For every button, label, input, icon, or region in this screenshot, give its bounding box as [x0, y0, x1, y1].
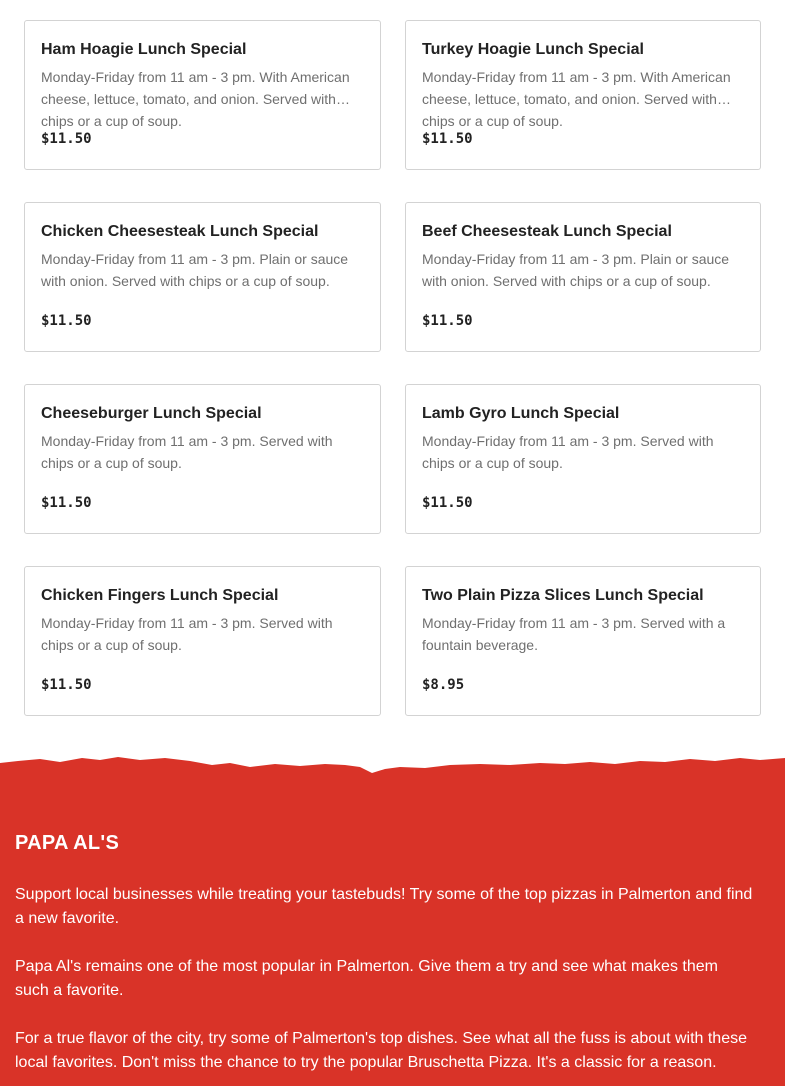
menu-item-price: $11.50: [41, 313, 92, 329]
menu-item-price: $11.50: [41, 131, 92, 147]
menu-item-card[interactable]: [405, 566, 761, 716]
menu-item-price: $11.50: [41, 677, 92, 693]
footer: [0, 755, 785, 1086]
menu-item-title: Lamb Gyro Lunch Special: [422, 405, 620, 422]
menu-item-price: $11.50: [422, 131, 473, 147]
menu-item-card[interactable]: [24, 202, 381, 352]
menu-item-description: Monday-Friday from 11 am - 3 pm. Served with chips or a cup of soup.: [41, 433, 333, 471]
footer-paragraph: Papa Al's remains one of the most popular in Palmerton. Give them a try and see what makes them such a favorite.: [15, 958, 718, 999]
menu-item-description: Monday-Friday from 11 am - 3 pm. Plain or sauce with onion. Served with chips or a cup of soup.: [41, 251, 349, 289]
menu-item-price: $8.95: [422, 677, 465, 693]
menu-item-description: Monday-Friday from 11 am - 3 pm. With American cheese, lettuce, tomato, and onion. Served with chips or a cup of soup.: [422, 69, 731, 129]
menu-item-card[interactable]: [405, 384, 761, 534]
menu-item-description: Monday-Friday from 11 am - 3 pm. Plain or sauce with onion. Served with chips or a cup of soup.: [422, 251, 730, 289]
menu-item-title: Two Plain Pizza Slices Lunch Special: [422, 587, 704, 604]
menu-item-description: Monday-Friday from 11 am - 3 pm. Served with chips or a cup of soup.: [41, 615, 333, 653]
menu-item-description: Monday-Friday from 11 am - 3 pm. With American cheese, lettuce, tomato, and onion. Served with chips or a cup of soup.: [41, 69, 350, 129]
torn-paper-edge: [0, 755, 785, 777]
menu-item-title: Cheeseburger Lunch Special: [41, 405, 262, 422]
menu-item-title: Turkey Hoagie Lunch Special: [422, 41, 644, 58]
lunch-specials-grid: [24, 20, 761, 716]
menu-item-card[interactable]: [24, 566, 381, 716]
menu-item-title: Ham Hoagie Lunch Special: [41, 41, 247, 58]
footer-paragraph: Support local businesses while treating your tastebuds! Try some of the top pizzas in Palmerton and find a new favorite.: [15, 886, 753, 927]
menu-item-title: Chicken Fingers Lunch Special: [41, 587, 279, 604]
menu-item-title: Chicken Cheesesteak Lunch Special: [41, 223, 319, 240]
menu-item-description: Monday-Friday from 11 am - 3 pm. Served with a fountain beverage.: [422, 615, 726, 653]
menu-item-card[interactable]: [405, 20, 761, 170]
menu-item-card[interactable]: [24, 20, 381, 170]
menu-item-price: $11.50: [41, 495, 92, 511]
menu-item-price: $11.50: [422, 313, 473, 329]
restaurant-name: PAPA AL'S: [15, 832, 120, 854]
menu-item-description: Monday-Friday from 11 am - 3 pm. Served with chips or a cup of soup.: [422, 433, 714, 471]
footer-paragraph: For a true flavor of the city, try some of Palmerton's top dishes. See what all the fuss is about with these local favorites. Don't miss the chance to try the popular Bruschetta Pizza. It's a classic for a reason.: [15, 1030, 747, 1071]
menu-item-card[interactable]: [24, 384, 381, 534]
menu-item-card[interactable]: [405, 202, 761, 352]
menu-item-price: $11.50: [422, 495, 473, 511]
menu-item-title: Beef Cheesesteak Lunch Special: [422, 223, 672, 240]
